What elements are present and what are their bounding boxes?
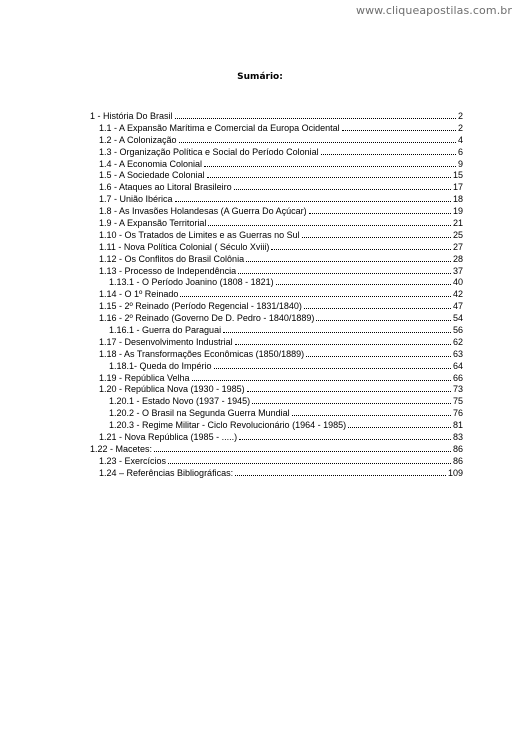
toc-entry-label: 1.20.1 - Estado Novo (1937 - 1945) (109, 396, 251, 407)
toc-entry-label: 1.12 - Os Conflitos do Brasil Colônia (99, 253, 245, 264)
toc-entry-page: 17 (452, 182, 463, 193)
dot-leader (309, 206, 451, 214)
site-url: www.cliqueapostilas.com.br (355, 4, 512, 17)
toc-entry-page: 28 (452, 253, 463, 264)
dot-leader (304, 301, 451, 309)
dot-leader (180, 289, 451, 297)
dot-leader (247, 384, 451, 392)
toc-entry-label: 1.20.2 - O Brasil na Segunda Guerra Mundial (109, 408, 290, 419)
toc-entry-page: 47 (452, 301, 463, 312)
toc-entry[interactable] (90, 194, 463, 206)
toc-entry-label: 1.3 - Organização Política e Social do Período Colonial (99, 146, 319, 157)
toc-entry-label: 1.7 - União Ibérica (99, 194, 173, 205)
toc-entry[interactable] (90, 325, 463, 337)
table-of-contents (90, 111, 463, 480)
toc-entry[interactable] (90, 111, 463, 123)
toc-entry-label: 1.13 - Processo de Independência (99, 265, 237, 276)
toc-entry-page: 62 (452, 336, 463, 347)
toc-entry[interactable] (90, 170, 463, 182)
dot-leader (234, 182, 451, 190)
toc-entry[interactable] (90, 444, 463, 456)
dot-leader (223, 325, 451, 333)
toc-entry-page: 64 (452, 360, 463, 371)
toc-entry-page: 54 (452, 313, 463, 324)
toc-entry-label: 1.1 - A Expansão Marítima e Comercial da Europa Ocidental (99, 122, 340, 133)
toc-entry[interactable] (90, 289, 463, 301)
toc-entry[interactable] (90, 218, 463, 230)
toc-entry[interactable] (90, 384, 463, 396)
dot-leader (214, 361, 451, 369)
toc-entry-page: 18 (452, 194, 463, 205)
dot-leader (204, 159, 456, 167)
toc-entry-label: 1 - História Do Brasil (90, 111, 173, 121)
dot-leader (252, 396, 451, 404)
toc-entry[interactable] (90, 373, 463, 385)
toc-entry[interactable] (90, 313, 463, 325)
dot-leader (238, 266, 451, 274)
dot-leader (321, 147, 456, 155)
toc-entry-label: 1.2 - A Colonização (99, 134, 177, 145)
toc-entry[interactable] (90, 242, 463, 254)
toc-entry-page: 75 (452, 396, 463, 407)
dot-leader (208, 218, 451, 226)
toc-entry-page: 42 (452, 289, 463, 300)
toc-entry-page: 21 (452, 218, 463, 229)
toc-entry-label: 1.20.3 - Regime Militar - Ciclo Revolucionário (1964 - 1985) (109, 420, 347, 431)
dot-leader (175, 111, 456, 119)
toc-entry-page: 9 (457, 158, 463, 169)
dot-leader (154, 444, 451, 452)
toc-entry-label: 1.22 - Macetes: (90, 443, 153, 454)
toc-entry-page: 27 (452, 241, 463, 252)
toc-entry[interactable] (90, 159, 463, 171)
toc-entry-label: 1.16.1 - Guerra do Paraguai (109, 325, 222, 336)
toc-entry-label: 1.21 - Nova República (1985 - .....) (99, 432, 238, 443)
toc-entry[interactable] (90, 147, 463, 159)
toc-entry-page: 6 (457, 146, 463, 157)
toc-entry-label: 1.14 - O 1º Reinado (99, 289, 179, 300)
toc-entry-page: 63 (452, 348, 463, 359)
toc-entry-label: 1.10 - Os Tratados de Limites e as Guerras no Sul (99, 229, 300, 240)
toc-entry[interactable] (90, 301, 463, 313)
toc-entry[interactable] (90, 456, 463, 468)
summary-title: Sumário: (237, 72, 283, 82)
dot-leader (348, 420, 451, 428)
dot-leader (302, 230, 451, 238)
toc-entry-label: 1.24 – Referências Bibliográficas: (99, 467, 234, 478)
dot-leader (235, 337, 451, 345)
toc-entry-page: 76 (452, 408, 463, 419)
dot-leader (207, 170, 451, 178)
toc-entry-page: 83 (452, 432, 463, 443)
dot-leader (246, 254, 451, 262)
toc-entry-page: 56 (452, 325, 463, 336)
toc-entry-page: 73 (452, 384, 463, 395)
dot-leader (175, 194, 451, 202)
toc-entry[interactable] (90, 337, 463, 349)
toc-entry-page: 86 (452, 443, 463, 454)
toc-entry[interactable] (90, 420, 463, 432)
toc-entry-page: 19 (452, 206, 463, 217)
dot-leader (235, 468, 446, 476)
toc-entry-page: 25 (452, 229, 463, 240)
dot-leader (271, 242, 451, 250)
toc-entry[interactable] (90, 361, 463, 373)
toc-entry-page: 81 (452, 420, 463, 431)
dot-leader (179, 135, 456, 143)
toc-entry-page: 66 (452, 372, 463, 383)
toc-entry-label: 1.17 - Desenvolvimento Industrial (99, 336, 233, 347)
dot-leader (192, 373, 451, 381)
toc-entry-label: 1.20 - República Nova (1930 - 1985) (99, 384, 245, 395)
toc-entry-page: 2 (457, 122, 463, 133)
toc-entry-page: 37 (452, 265, 463, 276)
toc-entry-page: 15 (452, 170, 463, 181)
dot-leader (239, 432, 451, 440)
toc-entry-page: 40 (452, 277, 463, 288)
toc-entry[interactable] (90, 349, 463, 361)
toc-entry[interactable] (90, 408, 463, 420)
dot-leader (316, 313, 451, 321)
toc-entry[interactable] (90, 266, 463, 278)
dot-leader (276, 277, 451, 285)
toc-entry-label: 1.18.1- Queda do Império (109, 360, 212, 371)
toc-entry-label: 1.13.1 - O Período Joanino (1808 - 1821) (109, 277, 274, 288)
toc-entry[interactable] (90, 206, 463, 218)
toc-entry-label: 1.23 - Exercícios (99, 455, 167, 466)
toc-entry-label: 1.11 - Nova Política Colonial ( Século Xviii) (99, 241, 270, 252)
toc-entry-page: 2 (457, 111, 463, 121)
toc-entry-label: 1.8 - As Invasões Holandesas (A Guerra Do Açúcar) (99, 206, 307, 217)
toc-entry[interactable] (90, 468, 463, 480)
toc-entry[interactable] (90, 123, 463, 135)
toc-entry-label: 1.16 - 2º Reinado (Governo De D. Pedro - 1840/1889) (99, 313, 315, 324)
toc-entry[interactable] (90, 254, 463, 266)
toc-entry-label: 1.9 - A Expansão Territorial (99, 218, 207, 229)
toc-entry[interactable] (90, 230, 463, 242)
toc-entry-label: 1.18 - As Transformações Econômicas (1850/1889) (99, 348, 305, 359)
toc-entry[interactable] (90, 432, 463, 444)
dot-leader (342, 123, 456, 131)
toc-entry-page: 109 (447, 467, 463, 478)
dot-leader (306, 349, 451, 357)
toc-entry-label: 1.15 - 2º Reinado (Período Regencial - 1831/1840) (99, 301, 302, 312)
toc-entry-label: 1.6 - Ataques ao Litoral Brasileiro (99, 182, 232, 193)
toc-entry-label: 1.4 - A Economia Colonial (99, 158, 203, 169)
toc-entry[interactable] (90, 135, 463, 147)
toc-entry[interactable] (90, 182, 463, 194)
dot-leader (292, 408, 451, 416)
toc-entry-page: 86 (452, 455, 463, 466)
toc-entry-label: 1.5 - A Sociedade Colonial (99, 170, 205, 181)
toc-entry[interactable] (90, 396, 463, 408)
toc-entry-page: 4 (457, 134, 463, 145)
dot-leader (168, 456, 451, 464)
toc-entry[interactable] (90, 277, 463, 289)
toc-entry-label: 1.19 - República Velha (99, 372, 190, 383)
